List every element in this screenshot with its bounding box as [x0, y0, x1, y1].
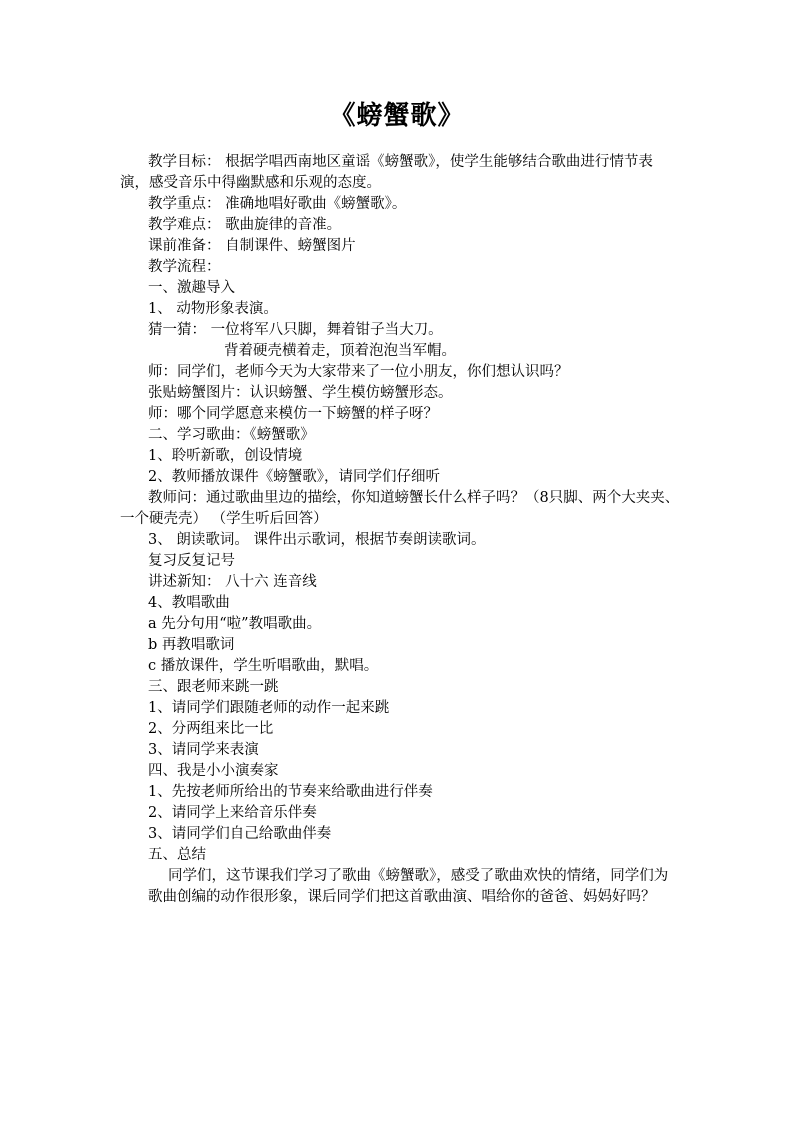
new-knowledge-line: 讲述新知： 八十六 连音线 [148, 574, 317, 590]
section-1-heading: 一、激趣导入 [148, 280, 235, 296]
class-preparation: 课前准备： 自制课件、螃蟹图片 [148, 238, 356, 254]
teacher-question: 教师问：通过歌曲里边的描绘，你知道螃蟹长什么样子吗？（8只脚、两个大夹夹、一个硬壳壳） （学生听后回答） [120, 490, 680, 527]
document-title: 《螃蟹歌》 [329, 101, 465, 131]
teacher-line-3: 师：哪个同学愿意来模仿一下螃蟹的样子呀？ [148, 406, 438, 422]
teaching-goal: 教学目标： 根据学唱西南地区童谣《螃蟹歌》，使学生能够结合歌曲进行情节表演，感受音乐中得幽默感和乐观的态度。 [120, 154, 653, 191]
step-a: a 先分句用“啦”教唱歌曲。 [148, 616, 322, 632]
section-2-item-4: 4、教唱歌曲 [148, 595, 230, 611]
step-c: c 播放课件，学生听唱歌曲，默唱。 [148, 658, 379, 674]
section-2-item-1: 1、聆听新歌，创设情境 [148, 448, 303, 464]
teaching-difficulty: 教学难点： 歌曲旋律的音准。 [148, 217, 342, 233]
teacher-line-2: 张贴螃蟹图片：认识螃蟹、学生模仿螃蟹形态。 [148, 385, 453, 401]
section-3-item-2: 2、分两组来比一比 [148, 721, 274, 737]
section-4-heading: 四、我是小小演奏家 [148, 763, 279, 779]
teaching-flow-heading: 教学流程： [148, 259, 221, 275]
riddle-line-1: 猜一猜： 一位将军八只脚，舞着钳子当大刀。 [148, 322, 443, 338]
section-4-item-3: 3、请同学们自己给歌曲伴奏 [148, 826, 332, 842]
section-4-item-1: 1、先按老师所给出的节奏来给歌曲进行伴奏 [148, 784, 433, 800]
section-5-heading: 五、总结 [148, 847, 206, 863]
section-2-heading: 二、学习歌曲：《螃蟹歌》 [148, 427, 315, 443]
section-3-heading: 三、跟老师来跳一跳 [148, 679, 279, 695]
document-body [120, 152, 680, 908]
section-4-item-2: 2、请同学上来给音乐伴奏 [148, 805, 317, 821]
section-3-item-1: 1、请同学们跟随老师的动作一起来跳 [148, 700, 390, 716]
section-3-item-3: 3、请同学来表演 [148, 742, 259, 758]
section-2-item-3: 3、 朗读歌词。 课件出示歌词，根据节奏朗读歌词。 [148, 532, 486, 548]
teaching-key-point: 教学重点： 准确地唱好歌曲《螃蟹歌》。 [148, 196, 407, 212]
review-line: 复习反复记号 [148, 553, 235, 569]
step-b: b 再教唱歌词 [148, 637, 235, 653]
section-1-item-1: 1、 动物形象表演。 [148, 301, 278, 317]
summary-paragraph: 同学们，这节课我们学习了歌曲《螃蟹歌》，感受了歌曲欢快的情绪，同学们为歌曲创编的动作很形象，课后同学们把这首歌曲演、唱给你的爸爸、妈妈好吗？ [148, 868, 669, 905]
riddle-line-2: 背着硬壳横着走，顶着泡泡当军帽。 [224, 343, 456, 359]
section-2-item-2: 2、教师播放课件《螃蟹歌》，请同学们仔细听 [148, 469, 440, 485]
teacher-line-1: 师：同学们，老师今天为大家带来了一位小朋友，你们想认识吗？ [148, 364, 569, 380]
